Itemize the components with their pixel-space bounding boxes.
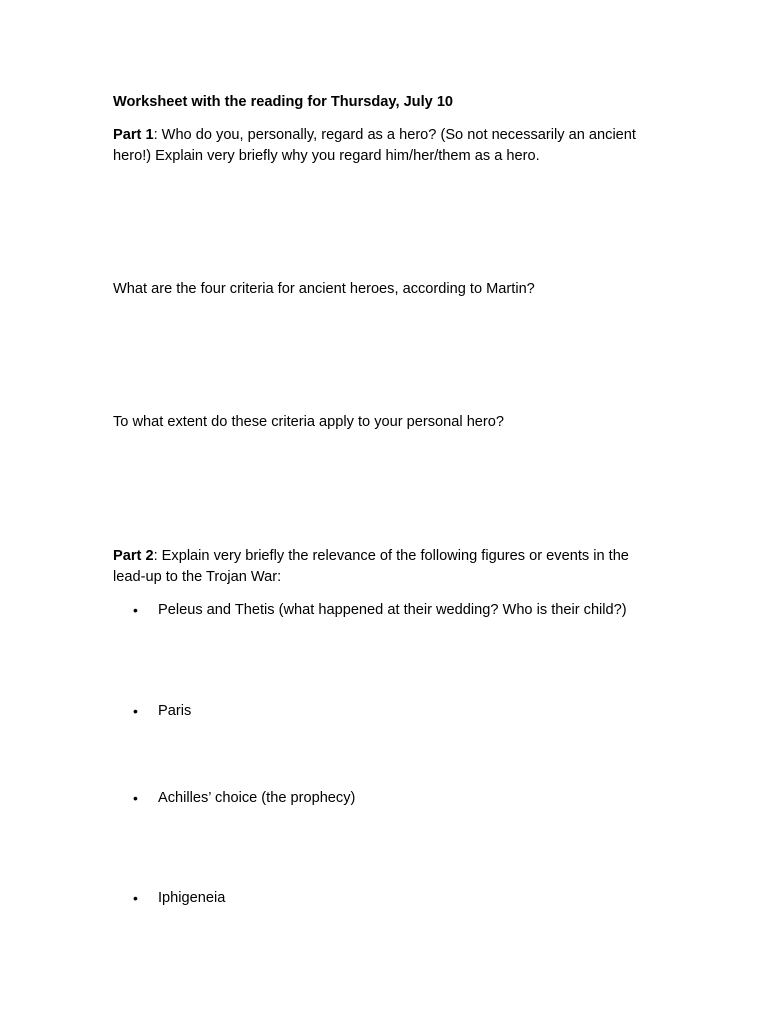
question-apply-criteria: To what extent do these criteria apply to your personal hero? xyxy=(113,414,505,430)
bullet-icon: • xyxy=(133,890,138,906)
list-item xyxy=(133,701,663,722)
worksheet-title: Worksheet with the reading for Thursday, July 10 xyxy=(113,94,454,110)
list-item xyxy=(133,600,663,621)
part2-paragraph xyxy=(113,546,658,588)
list-item-text: Iphigeneia xyxy=(158,890,226,906)
bullet-icon: • xyxy=(133,602,138,618)
part1-label: Part 1 xyxy=(113,127,154,143)
list-item-text: Achilles’ choice (the prophecy) xyxy=(158,790,356,806)
question-criteria: What are the four criteria for ancient heroes, according to Martin? xyxy=(113,281,535,297)
list-item xyxy=(133,788,663,809)
part1-paragraph xyxy=(113,125,658,167)
list-item-text: Paris xyxy=(158,703,192,719)
bullet-icon: • xyxy=(133,790,138,806)
part2-text: : Explain very briefly the relevance of the following figures or events in the lead-up to the Trojan War: xyxy=(113,548,629,585)
list-item-text: Peleus and Thetis (what happened at their wedding? Who is their child?) xyxy=(158,602,627,618)
list-item xyxy=(133,888,663,909)
part2-label: Part 2 xyxy=(113,548,154,564)
part1-text: : Who do you, personally, regard as a hero? (So not necessarily an ancient hero!) Explain very briefly why you regard him/her/them as a hero. xyxy=(113,127,636,164)
bullet-icon: • xyxy=(133,703,138,719)
